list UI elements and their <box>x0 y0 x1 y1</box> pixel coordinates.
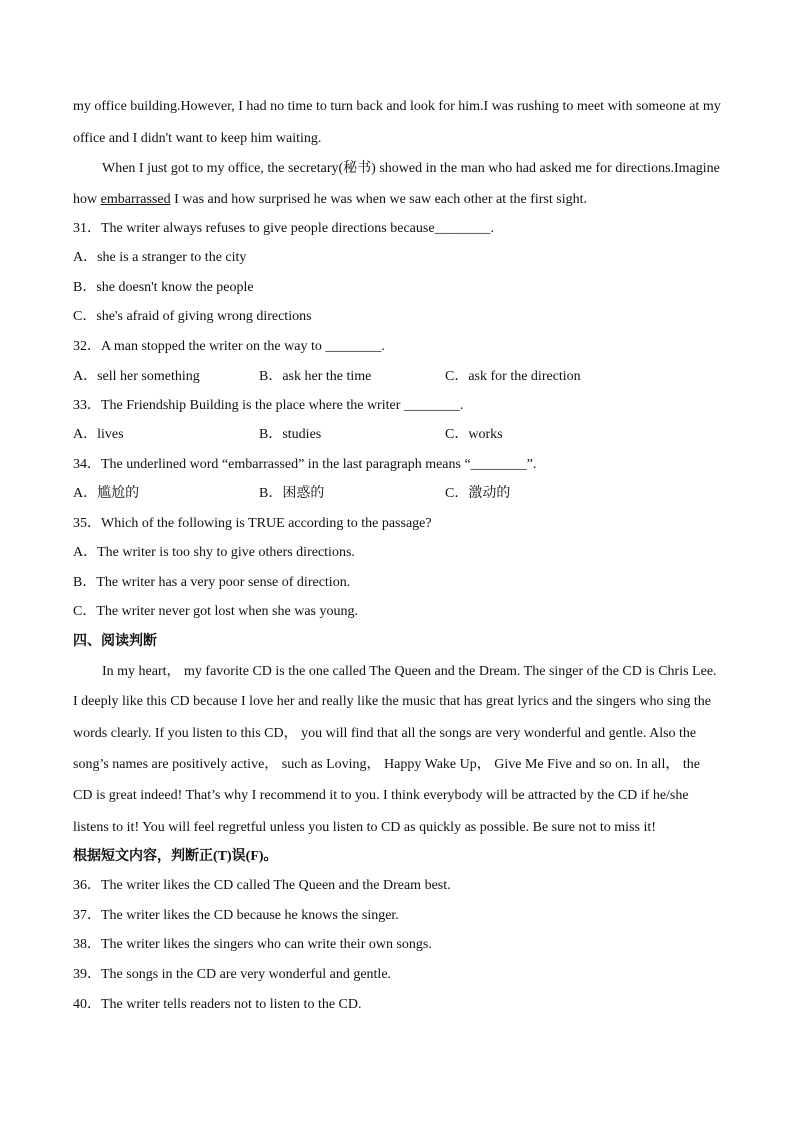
answer-option: C．激动的 <box>445 486 511 501</box>
answer-option: A．尴尬的 <box>73 486 140 501</box>
answer-option: B．The writer has a very poor sense of direction. <box>73 575 351 590</box>
passage-line: CD is great indeed! That’s why I recommend it to you. I think everybody will be attracted by the CD if he/she <box>73 788 689 803</box>
answer-option: C．ask for the direction <box>445 369 581 384</box>
passage-line: I deeply like this CD because I love her and really like the music that has great lyrics and the singers who sing the <box>73 694 711 709</box>
instruction-text: 根据短文内容，判断正(T)误(F)。 <box>73 849 278 864</box>
section-heading: 四、阅读判断 <box>73 634 157 649</box>
answer-option: B．studies <box>259 427 322 442</box>
judgement-statement: 36．The writer likes the CD called The Queen and the Dream best. <box>73 878 451 893</box>
passage-line: When I just got to my office, the secretary(秘书) showed in the man who had asked me for directions.Imagine <box>102 161 720 176</box>
answer-option: B．ask her the time <box>259 369 372 384</box>
answer-options-row <box>73 367 773 387</box>
judgement-statement: 37．The writer likes the CD because he knows the singer. <box>73 908 399 923</box>
question-stem: 33．The Friendship Building is the place where the writer ________. <box>73 398 464 413</box>
answer-option: A．she is a stranger to the city <box>73 250 247 265</box>
question-stem: 34．The underlined word “embarrassed” in the last paragraph means “________”. <box>73 457 537 472</box>
answer-option: B．困惑的 <box>259 486 325 501</box>
passage-line: office and I didn't want to keep him waiting. <box>73 131 322 146</box>
passage-line <box>73 190 587 210</box>
judgement-statement: 40．The writer tells readers not to listen to the CD. <box>73 997 362 1012</box>
passage-line: my office building.However, I had no time to turn back and look for him.I was rushing to meet with someone at my <box>73 99 721 114</box>
judgement-statement: 38．The writer likes the singers who can write their own songs. <box>73 937 432 952</box>
answer-options-row <box>73 484 773 504</box>
question-stem: 35．Which of the following is TRUE according to the passage? <box>73 516 432 531</box>
question-stem: 32．A man stopped the writer on the way to ________. <box>73 339 385 354</box>
answer-option: B．she doesn't know the people <box>73 280 254 295</box>
answer-options-row <box>73 425 773 445</box>
passage-line: song’s names are positively active， such as Loving， Happy Wake Up， Give Me Five and so on. In all， the <box>73 757 700 772</box>
passage-line: listens to it! You will feel regretful unless you listen to CD as quickly as possible. Be sure not to miss it! <box>73 820 656 835</box>
answer-option: A．sell her something <box>73 369 200 384</box>
answer-option: A．lives <box>73 427 124 442</box>
answer-option: A．The writer is too shy to give others directions. <box>73 545 355 560</box>
passage-text: I was and how surprised he was when we saw each other at the first sight. <box>170 192 587 207</box>
passage-text: how <box>73 192 101 207</box>
judgement-statement: 39．The songs in the CD are very wonderful and gentle. <box>73 967 392 982</box>
answer-option: C．she's afraid of giving wrong directions <box>73 309 312 324</box>
answer-option: C．works <box>445 427 503 442</box>
underlined-word: embarrassed <box>100 192 171 207</box>
passage-line: In my heart， my favorite CD is the one called The Queen and the Dream. The singer of the CD is Chris Lee. <box>102 664 717 679</box>
answer-option: C．The writer never got lost when she was young. <box>73 604 358 619</box>
question-stem: 31．The writer always refuses to give people directions because________. <box>73 221 495 236</box>
passage-line: words clearly. If you listen to this CD， you will find that all the songs are very wonderful and gentle. Also the <box>73 726 697 741</box>
